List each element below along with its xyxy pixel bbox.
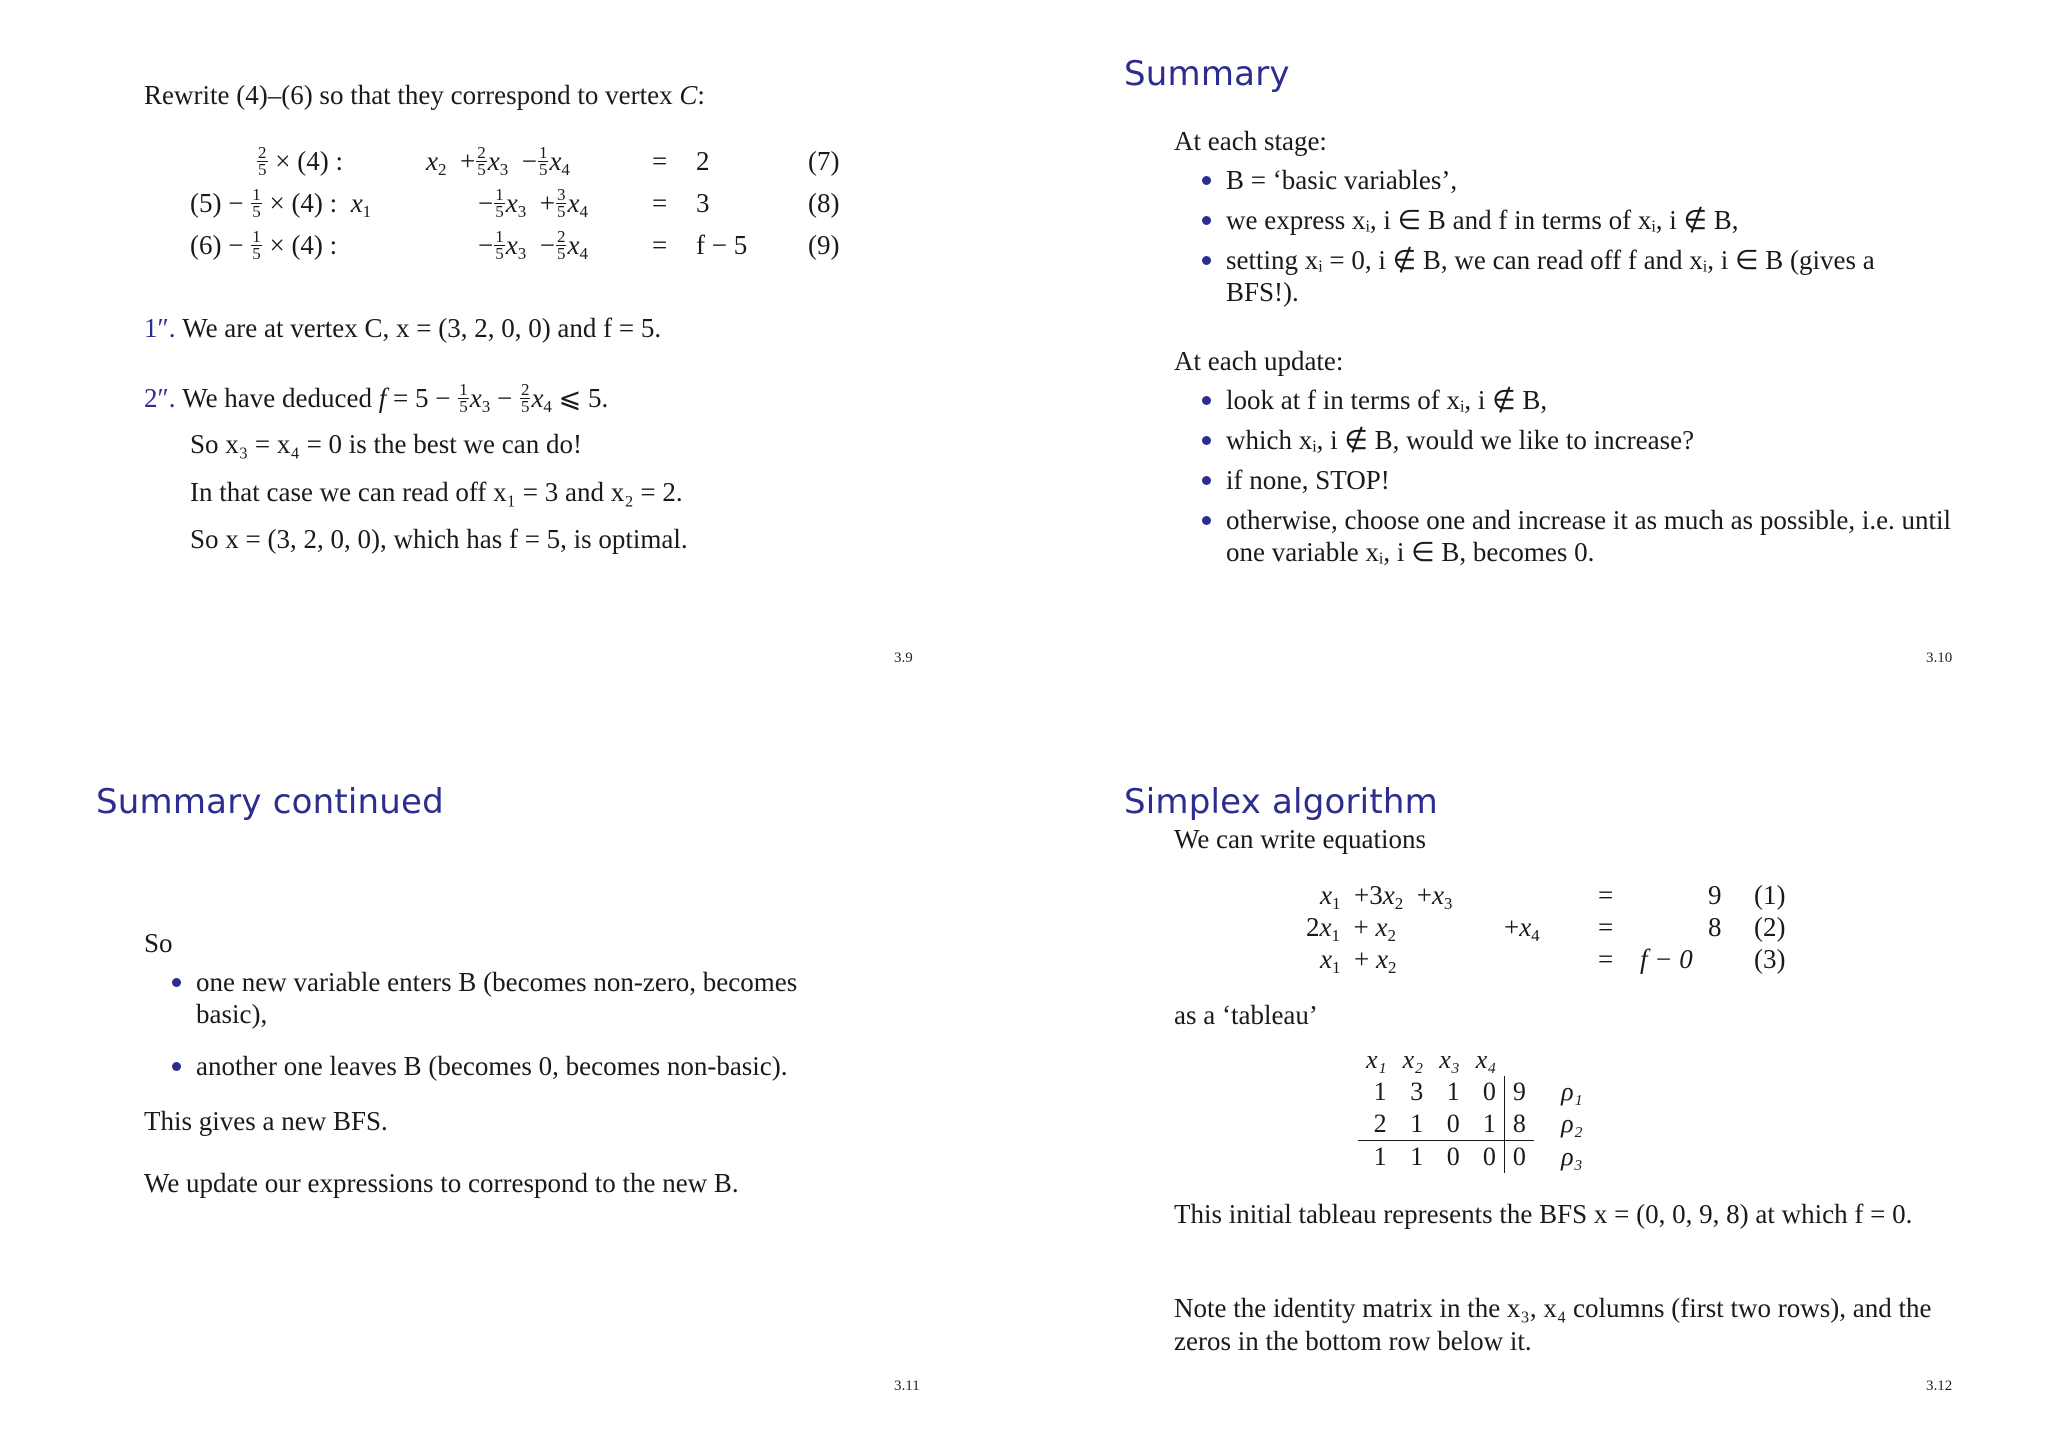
table-row [1358, 1108, 1610, 1141]
table-cell: 1 [1373, 1077, 1387, 1106]
eq9-number: (9) [808, 230, 840, 260]
eq8-body: − $\frac{1}{5}$ $x_3$ + $\frac{3}{5}$ $x_4$ [478, 185, 588, 222]
step1: 1″. We are at vertex C, x = (3, 2, 0, 0) and f = 5. [144, 313, 662, 343]
eq9-lhs: (6) − $\frac{1}{5}$ × (4) : [190, 227, 338, 264]
eq3-number: (3) [1754, 944, 1786, 974]
tableau-description: This initial tableau represents the BFS x = (0, 0, 9, 8) at which f = 0. [1174, 1199, 1913, 1229]
slide1-intro: Rewrite (4)–(6) so that they correspond to vertex C: [144, 80, 705, 110]
table-cell: 1 [1482, 1109, 1496, 1138]
slide-title: Summary [1124, 54, 1290, 94]
eq7-equals: = [652, 146, 668, 176]
list-item: otherwise, choose one and increase it as much as possible, i.e. until one variable xᵢ, i ∈ B, becomes 0. [1174, 504, 1954, 568]
table-cell: 1 [1410, 1109, 1424, 1138]
eq3-body: $x_1 + x_2$ [1320, 944, 1397, 977]
bullet-icon [172, 1062, 181, 1071]
tableau-header: x₄ [1475, 1045, 1497, 1074]
step2-line3: So x = (3, 2, 0, 0), which has f = 5, is optimal. [190, 524, 688, 554]
eq2-rhs: 8 [1708, 912, 1722, 942]
page-number: 3.10 [1926, 650, 1953, 666]
eq8-equals: = [652, 188, 668, 218]
list-item: if none, STOP! [1174, 464, 1954, 496]
eq7-lhs: $\frac{2}{5}$ × (4) : [258, 143, 343, 180]
bullet-icon [1202, 436, 1211, 445]
table-cell: 0 [1446, 1109, 1460, 1138]
eq2-equals: = [1598, 912, 1614, 942]
stage-list [1174, 164, 1954, 316]
bullet-icon [172, 978, 181, 987]
list-item: another one leaves B (becomes 0, becomes non-basic). [144, 1050, 864, 1082]
table-rhs: 8 [1504, 1108, 1534, 1141]
row-label: ρ₃ [1561, 1141, 1583, 1171]
list-item: which xᵢ, i ∉ B, would we like to increase? [1174, 424, 1954, 456]
list-item: B = ‘basic variables’, [1174, 164, 1954, 196]
eq2-number: (2) [1754, 912, 1786, 942]
slide-title: Simplex algorithm [1124, 782, 1438, 822]
page-number: 3.12 [1926, 1378, 1953, 1394]
slide-3-9 [0, 0, 1024, 724]
intro-text: We can write equations [1174, 824, 1426, 854]
table-cell: 0 [1431, 1141, 1468, 1174]
slide-3-11 [0, 724, 1024, 1448]
update-text: We update our expressions to correspond to the new B. [144, 1168, 739, 1198]
table-cell: 1 [1358, 1141, 1395, 1174]
bullet-icon [1202, 396, 1211, 405]
eq8-lhs: (5) − $\frac{1}{5}$ × (4) : $x_1$ [190, 185, 372, 222]
eq3-equals: = [1598, 944, 1614, 974]
slide-3-10 [1024, 0, 2048, 724]
table-row [1358, 1076, 1610, 1108]
bullet-icon [1202, 216, 1211, 225]
tableau-header: x₃ [1439, 1045, 1460, 1074]
bullet-list [144, 966, 864, 1090]
eq1-equals: = [1598, 880, 1614, 910]
so-text: So [144, 928, 173, 958]
bullet-icon [1202, 476, 1211, 485]
table-row [1358, 1141, 1610, 1174]
eq9-rhs: f − 5 [696, 230, 748, 260]
table-cell: 0 [1482, 1077, 1496, 1106]
eq9-equals: = [652, 230, 668, 260]
list-item: look at f in terms of xᵢ, i ∉ B, [1174, 384, 1954, 416]
stage-heading: At each stage: [1174, 126, 1327, 156]
eq8-rhs: 3 [696, 188, 710, 218]
table-rhs: 9 [1504, 1076, 1534, 1108]
table-cell: 0 [1468, 1141, 1505, 1174]
identity-note: Note the identity matrix in the x₃, x₄ columns (first two rows), and the zeros in the bottom row below it. [1174, 1293, 1932, 1356]
eq1-rhs: 9 [1708, 880, 1722, 910]
step2-line1: So x₃ = x₄ = 0 is the best we can do! [190, 429, 582, 459]
list-item: we express xᵢ, i ∈ B and f in terms of xᵢ, i ∉ B, [1174, 204, 1954, 236]
tableau [1358, 1044, 1610, 1173]
new-bfs-text: This gives a new BFS. [144, 1106, 388, 1136]
eq1-body: $x_1 +3x_2 +x_3$ [1320, 880, 1453, 913]
eq1-number: (1) [1754, 880, 1786, 910]
row-label: ρ₁ [1561, 1077, 1583, 1106]
update-list [1174, 384, 1954, 576]
eq7-number: (7) [808, 146, 840, 176]
bullet-icon [1202, 176, 1211, 185]
tableau-header: x₁ [1366, 1045, 1387, 1074]
tableau-header: x₂ [1402, 1045, 1424, 1074]
page-number: 3.11 [894, 1378, 920, 1394]
slide-3-12 [1024, 724, 2048, 1448]
eq2-body: $2x_1 + x_2$ $+x_4$ [1306, 912, 1540, 945]
update-heading: At each update: [1174, 346, 1344, 376]
eq7-body: $x_2$ + $\frac{2}{5}$ $x_3$ − $\frac{1}{5}$ $x_4$ [426, 143, 570, 180]
table-rhs: 0 [1504, 1141, 1534, 1174]
list-item: setting xᵢ = 0, i ∉ B, we can read off f and xᵢ, i ∈ B (gives a BFS!). [1174, 244, 1954, 308]
step2: 2″. We have deduced f = 5 − $\frac{1}{5}$ $x_3$ − $\frac{2}{5}$ $x_4$ ⩽ 5. [144, 380, 609, 417]
table-cell: 1 [1446, 1077, 1460, 1106]
step2-line2: In that case we can read off x₁ = 3 and x₂ = 2. [190, 477, 683, 507]
eq7-rhs: 2 [696, 146, 710, 176]
slide-title: Summary continued [96, 782, 444, 822]
eq8-number: (8) [808, 188, 840, 218]
tableau-header-row [1358, 1044, 1610, 1076]
page-number: 3.9 [894, 650, 913, 666]
eq3-rhs: f − 0 [1640, 944, 1693, 974]
bullet-icon [1202, 516, 1211, 525]
table-cell: 2 [1373, 1109, 1387, 1138]
table-cell: 3 [1410, 1077, 1424, 1106]
list-item: one new variable enters B (becomes non-zero, becomes basic), [144, 966, 864, 1030]
bullet-icon [1202, 256, 1211, 265]
eq9-body: − $\frac{1}{5}$ $x_3$ − $\frac{2}{5}$ $x_4$ [478, 227, 588, 264]
table-cell: 1 [1395, 1141, 1432, 1174]
row-label: ρ₂ [1561, 1109, 1583, 1139]
tableau-label: as a ‘tableau’ [1174, 1000, 1318, 1030]
